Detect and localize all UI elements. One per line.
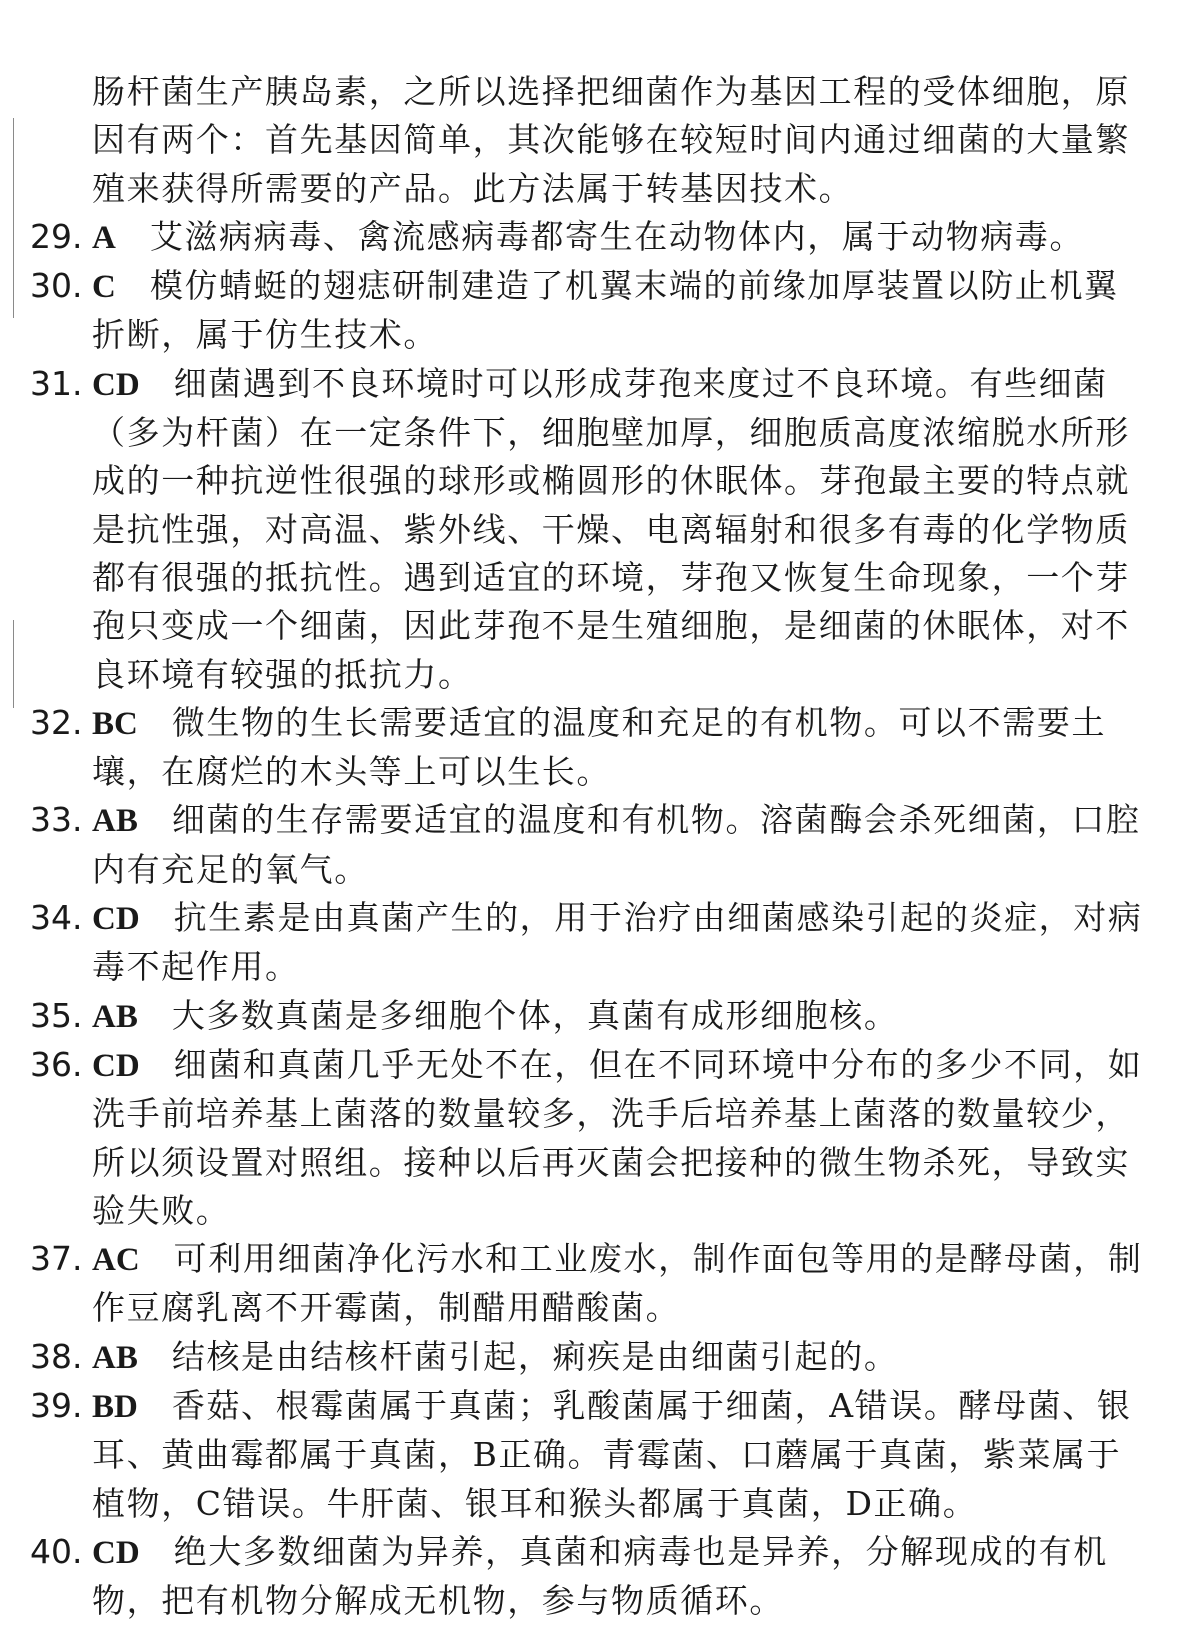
explanation-text: 微生物的生长需要适宜的温度和充足的有机物。可以不需要土壤，在腐烂的木头等上可以生长。 bbox=[92, 702, 1107, 792]
item-number: 33. bbox=[30, 800, 83, 840]
item-number: 38. bbox=[30, 1336, 83, 1376]
answer-item-33 bbox=[30, 796, 1152, 894]
explanation-text: 香菇、根霉菌属于真菌；乳酸菌属于细菌，A错误。酵母菌、银耳、黄曲霉都属于真菌，B正确。青霉菌、口蘑属于真菌，紫菜属于植物，C错误。牛肝菌、银耳和猴头都属于真菌，D正确。 bbox=[92, 1386, 1132, 1523]
answer-choice: AB bbox=[92, 803, 138, 840]
answer-item-30 bbox=[30, 262, 1152, 360]
explanation-text: 细菌和真菌几乎无处不在，但在不同环境中分布的多少不同，如洗手前培养基上菌落的数量较多，洗手后培养基上菌落的数量较少，所以须设置对照组。接种以后再灭菌会把接种的微生物杀死，导致实验失败。 bbox=[92, 1044, 1143, 1230]
item-number: 40. bbox=[30, 1531, 83, 1571]
item-number: 34. bbox=[30, 898, 83, 938]
item-number: 31. bbox=[30, 363, 83, 403]
item-number: 32. bbox=[30, 702, 83, 742]
answer-item-40 bbox=[30, 1528, 1152, 1626]
answer-choice: A bbox=[92, 219, 116, 256]
explanation-text: 细菌遇到不良环境时可以形成芽孢来度过不良环境。有些细菌（多为杆菌）在一定条件下，细胞壁加厚，细胞质高度浓缩脱水所形成的一种抗逆性很强的球形或椭圆形的休眠体。芽孢最主要的特点就是抗性强，对高温、紫外线、干燥、电离辐射和很多有毒的化学物质都有很强的抵抗性。遇到适宜的环境，芽孢又恢复生命现象，一个芽孢只变成一个细菌，因此芽孢不是生殖细胞，是细菌的休眠体，对不良环境有较强的抵抗力。 bbox=[92, 363, 1130, 694]
answer-choice: CD bbox=[92, 366, 140, 403]
item-number: 30. bbox=[30, 266, 83, 306]
explanation-text: 艾滋病病毒、禽流感病毒都寄生在动物体内，属于动物病毒。 bbox=[149, 216, 1085, 256]
answer-item-32 bbox=[30, 699, 1152, 797]
answer-choice: CD bbox=[92, 901, 140, 938]
answer-choice: BD bbox=[92, 1389, 138, 1426]
answer-item-34 bbox=[30, 894, 1152, 992]
continued-explanation: 肠杆菌生产胰岛素，之所以选择把细菌作为基因工程的受体细胞，原因有两个：首先基因简单，其次能够在较短时间内通过细菌的大量繁殖来获得所需要的产品。此方法属于转基因技术。 bbox=[92, 72, 1130, 208]
answer-choice: BC bbox=[92, 705, 138, 742]
explanation-text: 大多数真菌是多细胞个体，真菌有成形细胞核。 bbox=[171, 995, 899, 1035]
answer-item-31 bbox=[30, 360, 1152, 699]
explanation-text: 绝大多数细菌为异养，真菌和病毒也是异养，分解现成的有机物，把有机物分解成无机物，参与物质循环。 bbox=[92, 1531, 1108, 1621]
item-number: 39. bbox=[30, 1386, 83, 1426]
explanation-text: 可利用细菌净化污水和工业废水，制作面包等用的是酵母菌，制作豆腐乳离不开霉菌，制醋用醋酸菌。 bbox=[92, 1239, 1143, 1328]
answer-item-29 bbox=[30, 213, 1152, 262]
answer-item-36 bbox=[30, 1041, 1152, 1235]
answer-item-38 bbox=[30, 1333, 1152, 1382]
item-number: 37. bbox=[30, 1239, 83, 1279]
answer-choice: AB bbox=[92, 998, 138, 1035]
explanation-text: 细菌的生存需要适宜的温度和有机物。溶菌酶会杀死细菌，口腔内有充足的氧气。 bbox=[92, 800, 1141, 889]
item-number: 35. bbox=[30, 995, 83, 1035]
answer-item-37 bbox=[30, 1235, 1152, 1333]
explanation-text: 抗生素是由真菌产生的，用于治疗由细菌感染引起的炎症，对病毒不起作用。 bbox=[92, 898, 1143, 987]
answer-choice: CD bbox=[92, 1534, 140, 1571]
explanation-text: 结核是由结核杆菌引起，痢疾是由细菌引起的。 bbox=[171, 1336, 899, 1376]
answer-choice: AC bbox=[92, 1242, 140, 1279]
margin-rule-upper bbox=[13, 118, 14, 318]
explanation-text: 模仿蜻蜓的翅痣研制建造了机翼末端的前缘加厚装置以防止机翼折断，属于仿生技术。 bbox=[92, 266, 1119, 355]
answer-item-39 bbox=[30, 1382, 1152, 1528]
item-number: 36. bbox=[30, 1044, 83, 1084]
item-number: 29. bbox=[30, 216, 83, 256]
answer-explanations-page bbox=[30, 68, 1152, 1626]
answer-choice: CD bbox=[92, 1047, 140, 1084]
answer-choice: AB bbox=[92, 1339, 138, 1376]
answer-item-35 bbox=[30, 992, 1152, 1041]
answer-choice: C bbox=[92, 269, 116, 306]
margin-rule-lower bbox=[13, 620, 14, 708]
